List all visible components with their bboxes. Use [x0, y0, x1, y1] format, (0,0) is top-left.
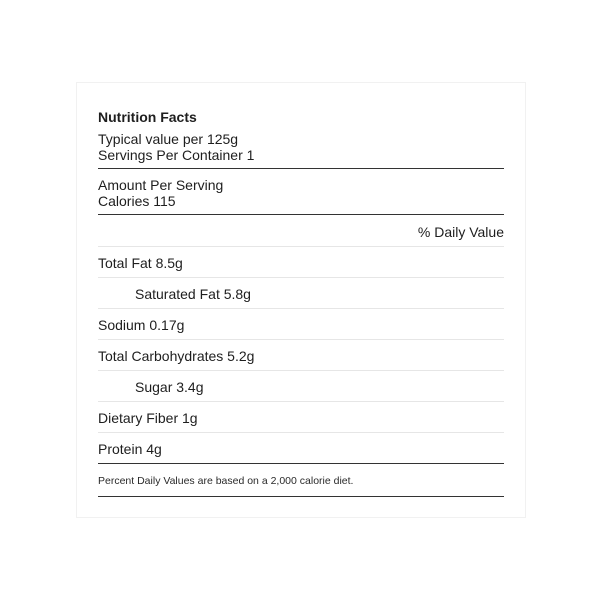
nutrient-row-dietary-fiber: Dietary Fiber 1g — [98, 410, 198, 426]
footnote-text: Percent Daily Values are based on a 2,000 calorie diet. — [98, 475, 354, 487]
typical-value-text: Typical value per 125g — [98, 131, 239, 147]
divider-thick — [98, 496, 504, 497]
nutrient-row-sodium: Sodium 0.17g — [98, 317, 185, 333]
nutrient-row-saturated-fat: Saturated Fat 5.8g — [135, 286, 251, 302]
daily-value-header: % Daily Value — [417, 224, 504, 240]
nutrient-row-total-carbohydrates: Total Carbohydrates 5.2g — [98, 348, 255, 364]
divider — [98, 246, 504, 247]
divider — [98, 277, 504, 278]
nutrient-row-protein: Protein 4g — [98, 441, 162, 457]
nutrition-title: Nutrition Facts — [98, 109, 197, 125]
calories-text: Calories 115 — [98, 193, 176, 209]
servings-text: Servings Per Container 1 — [98, 147, 255, 163]
divider — [98, 339, 504, 340]
divider-thick — [98, 168, 504, 169]
divider — [98, 401, 504, 402]
nutrient-row-total-fat: Total Fat 8.5g — [98, 255, 183, 271]
nutrient-row-sugar: Sugar 3.4g — [135, 379, 204, 395]
divider — [98, 370, 504, 371]
divider — [98, 308, 504, 309]
divider — [98, 432, 504, 433]
divider-thick — [98, 463, 504, 464]
divider-thick — [98, 214, 504, 215]
amount-per-serving-text: Amount Per Serving — [98, 177, 224, 193]
nutrition-facts-card — [76, 82, 526, 518]
